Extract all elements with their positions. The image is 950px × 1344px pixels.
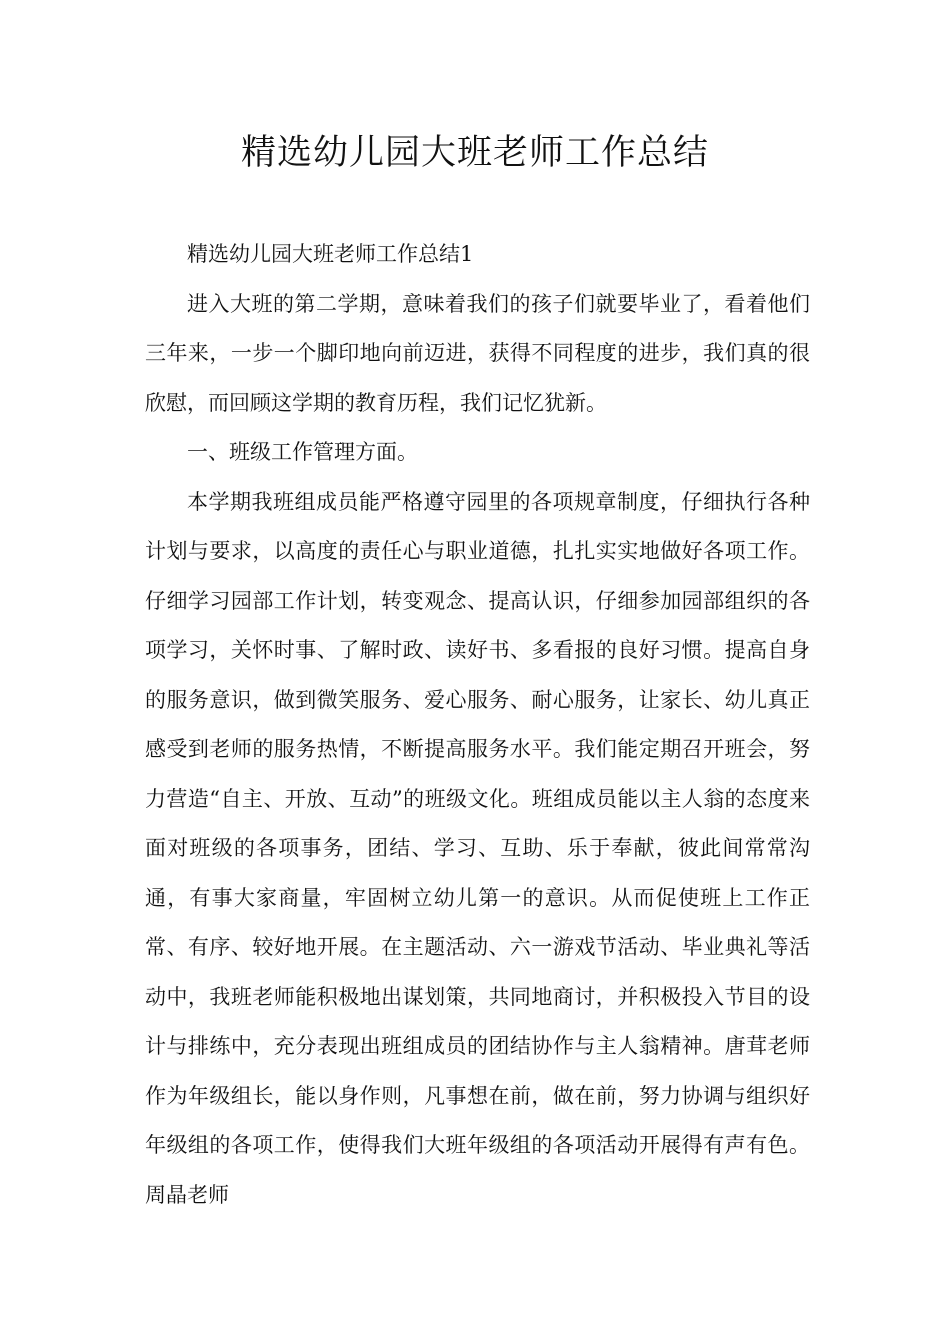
section-heading-1: 精选幼儿园大班老师工作总结1 — [187, 242, 474, 266]
document-body — [145, 230, 810, 1220]
document-title: 精选幼儿园大班老师工作总结 — [240, 133, 709, 173]
class-management-paragraph: 本学期我班组成员能严格遵守园里的各项规章制度，仔细执行各种计划与要求，以高度的责任心与职业道德，扎扎实实地做好各项工作。仔细学习园部工作计划，转变观念、提高认识，仔细参加园部组织的各项学习，关怀时事、了解时政、读好书、多看报的良好习惯。提高自身的服务意识，做到微笑服务、爱心服务、耐心服务，让家长、幼儿真正感受到老师的服务热情，不断提高服务水平。我们能定期召开班会，努力营造“自主、开放、互动”的班级文化。班组成员能以主人翁的态度来面对班级的各项事务，团结、学习、互助、乐于奉献，彼此间常常沟通，有事大家商量，牢固树立幼儿第一的意识。从而促使班上工作正常、有序、较好地开展。在主题活动、六一游戏节活动、毕业典礼等活动中，我班老师能积极地出谋划策，共同地商讨，并积极投入节目的设计与排练中，充分表现出班组成员的团结协作与主人翁精神。唐茸老师作为年级组长，能以身作则，凡事想在前，做在前，努力协调与组织好年级组的各项工作，使得我们大班年级组的各项活动开展得有声有色。周晶老师 — [145, 489, 810, 1207]
section-heading-class-management: 一、班级工作管理方面。 — [187, 440, 418, 464]
intro-paragraph: 进入大班的第二学期，意味着我们的孩子们就要毕业了，看着他们三年来，一步一个脚印地向前迈进，获得不同程度的进步，我们真的很欣慰，而回顾这学期的教育历程，我们记忆犹新。 — [145, 291, 810, 415]
